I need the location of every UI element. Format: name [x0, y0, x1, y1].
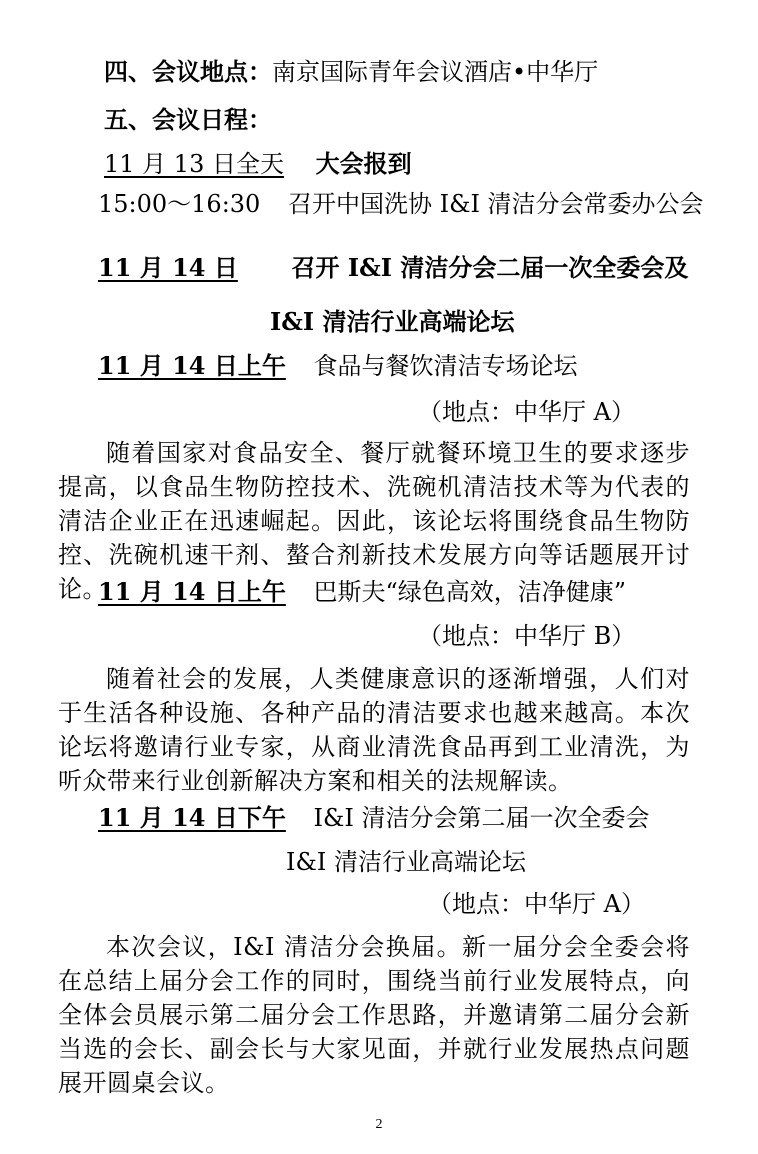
venue-value: 南京国际青年会议酒店•中华厅 [272, 58, 599, 86]
session3-header [98, 802, 649, 834]
nov13-date: 11 月 13 日全天 [104, 150, 284, 178]
nov14-line [98, 252, 688, 284]
session2-description: 随着社会的发展，人类健康意识的逐渐增强，人们对于生活各种设施、各种产品的清洁要求也越来越高。本次论坛将邀请行业专家，从商业清洗食品再到工业清洗，为听众带来行业创新解决方案和相关的法规解读。 [58, 665, 690, 795]
session3-date: 11 月 14 日下午 [98, 803, 286, 832]
session1-date: 11 月 14 日上午 [98, 351, 286, 380]
session2-location: （地点：中华厅 B） [418, 622, 636, 650]
nov14-date: 11 月 14 日 [98, 253, 238, 282]
page-number: 2 [375, 1117, 383, 1132]
session3-title-line2: I&I 清洁行业高端论坛 [286, 848, 526, 876]
session2-title: 巴斯夫“绿色高效，洁净健康” [313, 578, 627, 606]
session3-description: 本次会议，I&I 清洁分会换届。新一届分会全委会将在总结上届分会工作的同时，围绕当前行业发展特点，向全体会员展示第二届分会工作思路，并邀请第二届分会新当选的会长、副会长与大家见面，并就行业发展热点问题展开圆桌会议。 [58, 933, 690, 1097]
nov14-event-line2: I&I 清洁行业高端论坛 [270, 307, 515, 336]
schedule-heading: 五、会议日程： [104, 105, 272, 134]
meeting-time: 15:00～16:30 [98, 190, 261, 218]
session3-location: （地点：中华厅 A） [428, 890, 645, 918]
session2-header [98, 576, 626, 608]
session1-title: 食品与餐饮清洁专场论坛 [313, 352, 578, 380]
nov13-line [104, 148, 412, 180]
session1-header [98, 350, 578, 382]
session3-title-line1: I&I 清洁分会第二届一次全委会 [313, 804, 650, 832]
venue-line [104, 56, 598, 88]
meeting-event: 召开中国洗协 I&I 清洁分会常委办公会 [287, 190, 704, 218]
nov13-event: 大会报到 [315, 149, 412, 178]
session1-location: （地点：中华厅 A） [418, 398, 635, 426]
session2-date: 11 月 14 日上午 [98, 577, 286, 606]
venue-label: 四、会议地点： [104, 57, 272, 86]
session1-description: 随着国家对食品安全、餐厅就餐环境卫生的要求逐步提高，以食品生物防控技术、洗碗机清洁技术等为代表的清洁企业正在迅速崛起。因此，该论坛将围绕食品生物防控、洗碗机速干剂、螯合剂新技术发展方向等话题展开讨论。 [58, 439, 690, 603]
meeting-line [98, 188, 704, 220]
nov14-event-line1: 召开 I&I 清洁分会二届一次全委会及 [291, 253, 689, 282]
